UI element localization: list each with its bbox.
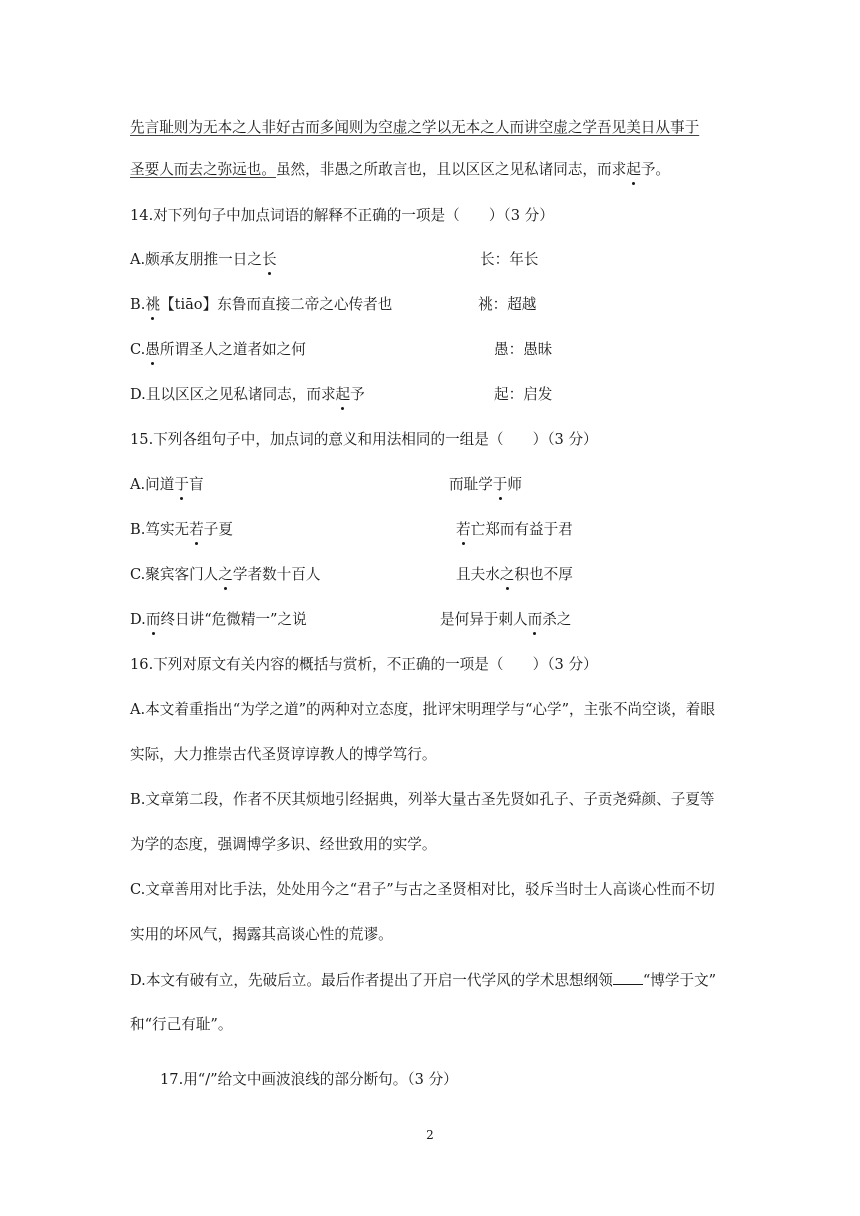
q14-option-d: D.且以区区之见私诸同志，而求起予 <box>130 386 365 403</box>
q15-option-b-left: B.笃实无若子夏 <box>130 521 233 538</box>
q16-option-b-line-1: B.文章第二段，作者不厌其烦地引经据典，列举大量古圣先贤如孔子、子贡尧舜颜、子夏等 <box>130 791 715 808</box>
q16-option-a-line-1: A.本文着重指出“为学之道”的两种对立态度，批评宋明理学与“心学”，主张不尚空谈，着眼 <box>130 701 715 718</box>
answer-blank <box>613 970 643 985</box>
page-number: 2 <box>426 1128 434 1142</box>
passage-line-2: 圣要人而去之弥远也。虽然，非愚之所敢言也，且以区区之见私诸同志，而求起予。 <box>130 161 671 178</box>
q15-option-a-right: 而耻学于师 <box>449 476 523 493</box>
q16-stem: 16.下列对原文有关内容的概括与赏析，不正确的一项是（ ）（3 分） <box>130 656 598 673</box>
q14-option-c: C.愚所谓圣人之道者如之何 <box>130 341 306 358</box>
q15-option-c-right: 且夫水之积也不厚 <box>456 566 573 583</box>
q15-option-d-left: D.而终日讲“危微精一”之说 <box>130 611 307 628</box>
q14-option-b: B.祧【tiāo】东鲁而直接二帝之心传者也 <box>130 296 393 313</box>
passage-line-1: 先言耻则为无本之人非好古而多闻则为空虚之学以无本之人而讲空虚之学吾见美日从事于 <box>130 119 700 136</box>
q14-option-a: A.颇承友朋推一日之长 <box>130 251 277 268</box>
q16-option-c-line-1: C.文章善用对比手法，处处用今之“君子”与古之圣贤相对比，驳斥当时士人高谈心性而不切 <box>130 881 715 898</box>
q16-option-a-line-2: 实际，大力推崇古代圣贤谆谆教人的博学笃行。 <box>130 746 437 763</box>
q14-gloss-d: 起：启发 <box>494 386 553 403</box>
q14-stem: 14.对下列句子中加点词语的解释不正确的一项是（ ）（3 分） <box>130 207 554 224</box>
q15-stem: 15.下列各组句子中，加点词的意义和用法相同的一组是（ ）（3 分） <box>130 431 598 448</box>
q15-option-c-left: C.聚宾客门人之学者数十百人 <box>130 566 321 583</box>
q14-gloss-b: 祧：超越 <box>478 296 537 313</box>
q16-option-c-line-2: 实用的坏风气，揭露其高谈心性的荒谬。 <box>130 926 393 943</box>
q16-option-d-line-2: 和“行己有耻”。 <box>130 1016 233 1033</box>
q17-stem: 17.用“/”给文中画波浪线的部分断句。（3 分） <box>160 1071 458 1088</box>
q14-gloss-c: 愚：愚昧 <box>494 341 553 358</box>
q15-option-b-right: 若亡郑而有益于君 <box>456 521 573 538</box>
q15-option-d-right: 是何异于刺人而杀之 <box>440 611 572 628</box>
q15-option-a-left: A.问道于盲 <box>130 476 204 493</box>
q14-gloss-a: 长：年长 <box>480 251 539 268</box>
q16-option-b-line-2: 为学的态度，强调博学多识、经世致用的实学。 <box>130 836 437 853</box>
q16-option-d-line-1: D.本文有破有立，先破后立。最后作者提出了开启一代学风的学术思想纲领 “博学于文” <box>130 972 717 989</box>
